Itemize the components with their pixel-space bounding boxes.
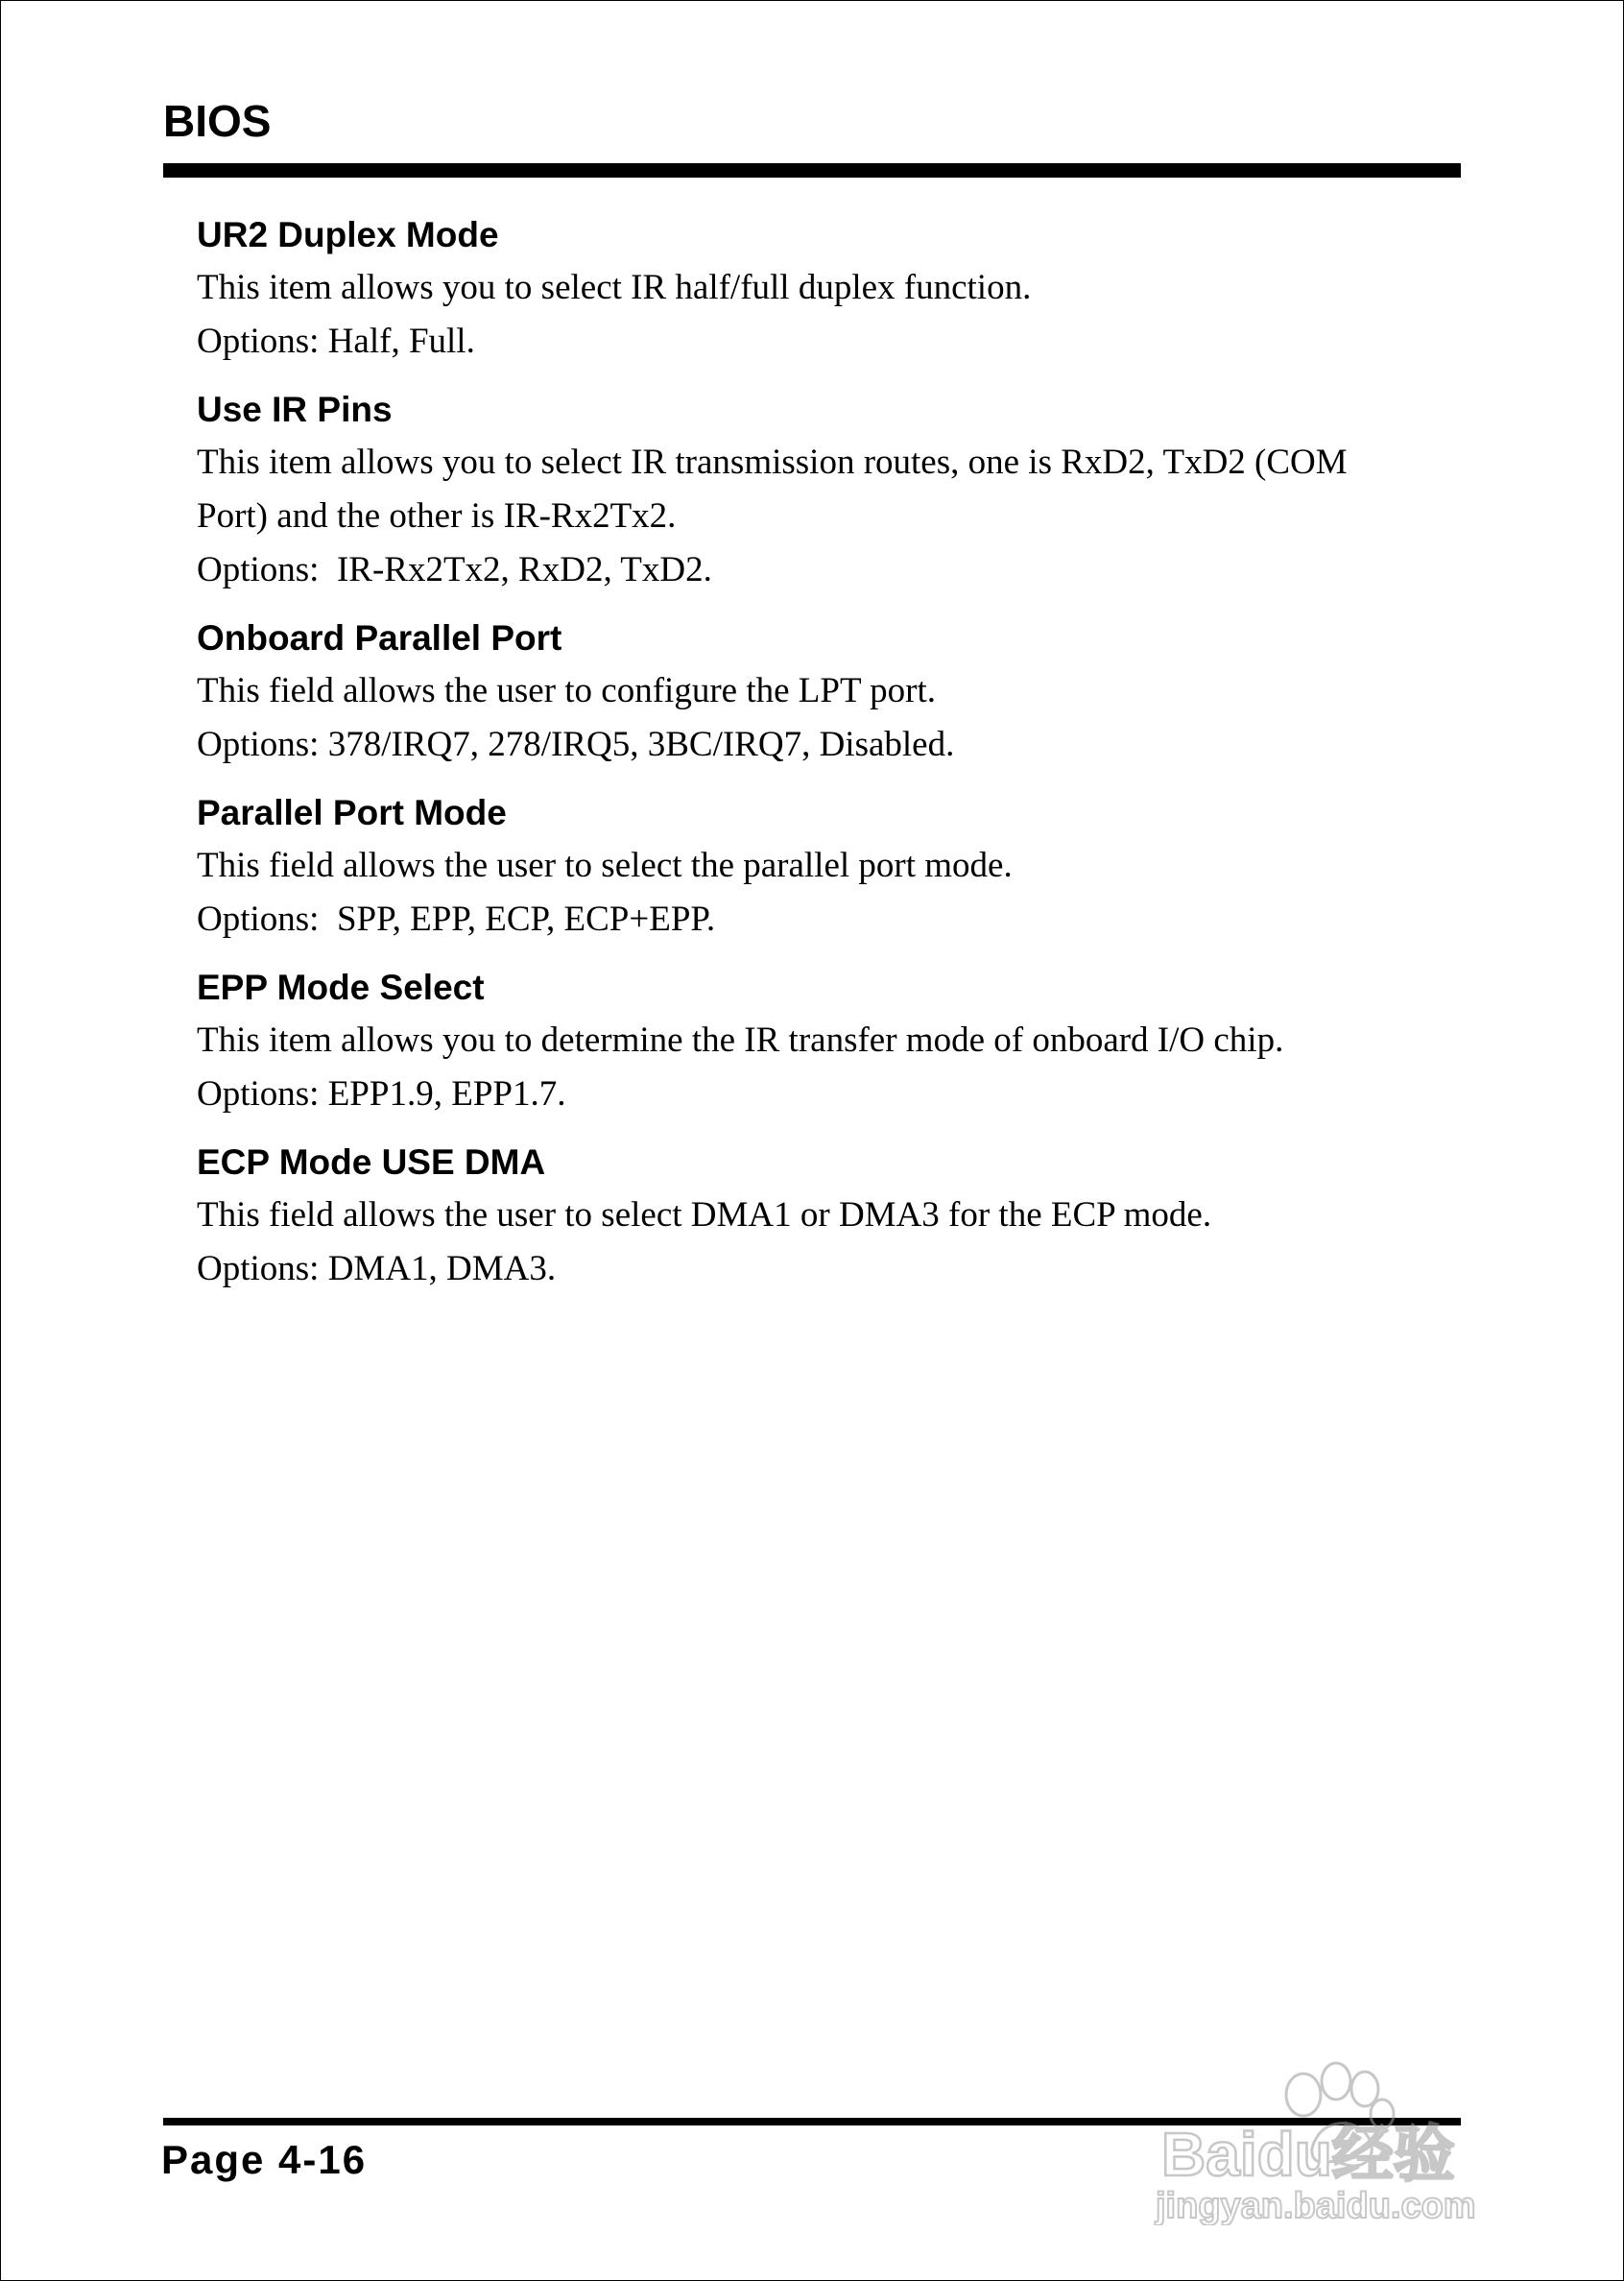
section-epp-mode-select [197, 962, 1464, 1121]
document-content [197, 209, 1464, 1311]
section-options: Options: Half, Full. [197, 322, 475, 361]
section-description: This item allows you to select IR transmission routes, one is RxD2, TxD2 (COM [197, 443, 1348, 482]
section-ecp-mode-use-dma [197, 1137, 1464, 1296]
page-header-title: BIOS [163, 96, 272, 146]
section-description: This field allows the user to configure the LPT port. [197, 671, 936, 710]
watermark-brand-text: Baidu经验 [1161, 2120, 1455, 2189]
section-title: ECP Mode USE DMA [197, 1142, 546, 1182]
section-title: Use IR Pins [197, 390, 393, 429]
section-options: Options: IR-Rx2Tx2, RxD2, TxD2. [197, 550, 712, 589]
section-description: This field allows the user to select the parallel port mode. [197, 846, 1013, 885]
section-parallel-port-mode [197, 787, 1464, 947]
section-options: Options: DMA1, DMA3. [197, 1249, 557, 1288]
section-title: UR2 Duplex Mode [197, 215, 499, 254]
section-use-ir-pins [197, 384, 1464, 597]
section-description: This item allows you to determine the IR transfer mode of onboard I/O chip. [197, 1020, 1284, 1060]
section-options: Options: EPP1.9, EPP1.7. [197, 1074, 566, 1114]
watermark-url-text: jingyan.baidu.com [1156, 2186, 1476, 2225]
header-rule [163, 163, 1461, 178]
section-options: Options: 378/IRQ7, 278/IRQ5, 3BC/IRQ7, Disabled. [197, 725, 955, 764]
section-description: This field allows the user to select DMA1 or DMA3 for the ECP mode. [197, 1195, 1212, 1235]
section-title: EPP Mode Select [197, 968, 485, 1007]
page-number: Page 4-16 [161, 2137, 368, 2182]
section-options: Options: SPP, EPP, ECP, ECP+EPP. [197, 900, 716, 939]
section-description-continued: Port) and the other is IR-Rx2Tx2. [197, 496, 677, 536]
section-onboard-parallel-port [197, 612, 1464, 772]
section-ur2-duplex-mode [197, 209, 1464, 369]
section-title: Onboard Parallel Port [197, 618, 562, 658]
baidu-watermark-logo [1148, 2033, 1532, 2225]
section-title: Parallel Port Mode [197, 793, 507, 832]
section-description: This item allows you to select IR half/full duplex function. [197, 268, 1032, 307]
